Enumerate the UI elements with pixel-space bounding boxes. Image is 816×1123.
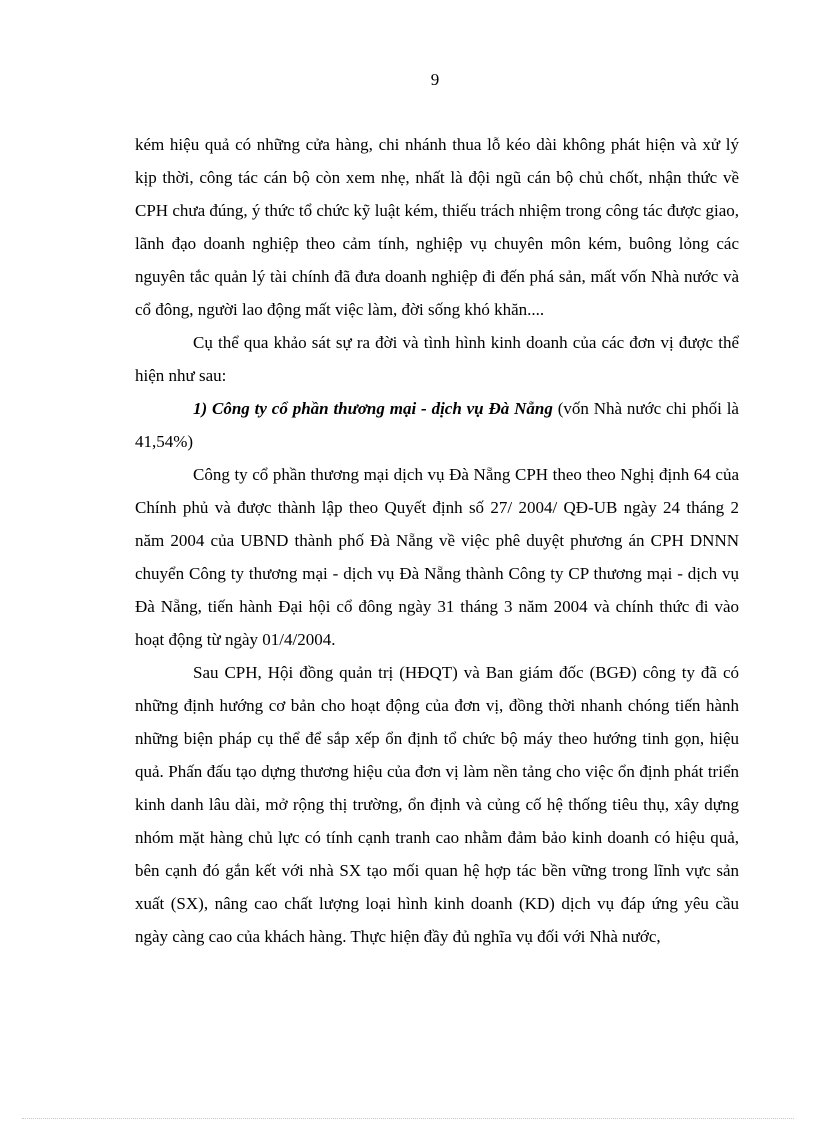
company-heading-note: (vốn Nhà nước chi phối là 41,54%) bbox=[135, 399, 739, 451]
document-body bbox=[135, 128, 739, 953]
page-bottom-divider bbox=[22, 1118, 794, 1119]
page-number: 9 bbox=[430, 70, 440, 89]
paragraph-continuation: kém hiệu quả có những cửa hàng, chi nhánh thua lỗ kéo dài không phát hiện và xử lý kịp thời, công tác cán bộ còn xem nhẹ, nhất là đội ngũ cán bộ chủ chốt, nhận thức về CPH chưa đúng, ý thức tổ chức kỹ luật kém, thiếu trách nhiệm trong công tác được giao, lãnh đạo doanh nghiệp theo cảm tính, nghiệp vụ chuyên môn kém, buông lỏng các nguyên tắc quản lý tài chính đã đưa doanh nghiệp đi đến phá sản, mất vốn Nhà nước và cổ đông, người lao động mất việc làm, đời sống khó khăn.... bbox=[135, 135, 739, 319]
paragraph-intro: Cụ thể qua khảo sát sự ra đời và tình hình kinh doanh của các đơn vị được thể hiện như sau: bbox=[135, 333, 739, 385]
paragraph-after-cph: Sau CPH, Hội đồng quản trị (HĐQT) và Ban giám đốc (BGĐ) công ty đã có những định hướng cơ bản cho hoạt động của đơn vị, đồng thời nhanh chóng tiến hành những biện pháp cụ thể để sắp xếp ổn định tổ chức bộ máy theo hướng tinh gọn, hiệu quả. Phấn đấu tạo dựng thương hiệu của đơn vị làm nền tảng cho việc ổn định phát triển kinh danh lâu dài, mở rộng thị trường, ổn định và củng cố hệ thống tiêu thụ, xây dựng nhóm mặt hàng chủ lực có tính cạnh tranh cao nhằm đảm bảo kinh doanh có hiệu quả, bên cạnh đó gắn kết với nhà SX tạo mối quan hệ hợp tác bền vững trong lĩnh vực sản xuất (SX), nâng cao chất lượng loại hình kinh doanh (KD) dịch vụ đáp ứng yêu cầu ngày càng cao của khách hàng. Thực hiện đầy đủ nghĩa vụ đối với Nhà nước, bbox=[135, 663, 739, 946]
paragraph-company-heading bbox=[135, 392, 739, 458]
paragraph-establishment: Công ty cổ phần thương mại dịch vụ Đà Nẵng CPH theo theo Nghị định 64 của Chính phủ và được thành lập theo Quyết định số 27/ 2004/ QĐ-UB ngày 24 tháng 2 năm 2004 của UBND thành phố Đà Nẵng về việc phê duyệt phương án CPH DNNN chuyển Công ty thương mại - dịch vụ Đà Nẵng thành Công ty CP thương mại - dịch vụ Đà Nẵng, tiến hành Đại hội cổ đông ngày 31 tháng 3 năm 2004 và chính thức đi vào hoạt động từ ngày 01/4/2004. bbox=[135, 465, 739, 649]
company-heading: 1) Công ty cổ phần thương mại - dịch vụ Đà Nẵng bbox=[193, 399, 553, 418]
